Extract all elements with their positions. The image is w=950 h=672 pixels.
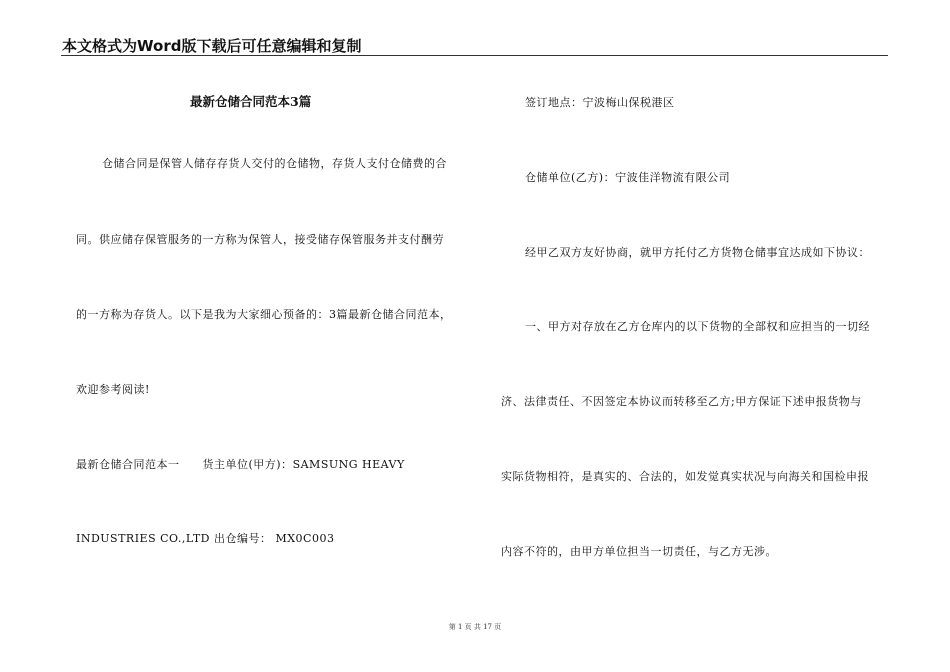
right-paragraph-line: 仓储单位(乙方)：宁波佳洋物流有限公司 xyxy=(525,171,731,184)
right-paragraph-line: 签订地点：宁波梅山保税港区 xyxy=(525,96,675,109)
right-paragraph-line: 一、甲方对存放在乙方仓库内的以下货物的全部权和应担当的一切经 xyxy=(525,320,870,333)
left-paragraph-line: 的一方称为存货人。以下是我为大家细心预备的：3篇最新仓储合同范本， xyxy=(76,308,452,321)
page-number-footer: 第 1 页 共 17 页 xyxy=(448,623,502,631)
header-divider xyxy=(61,55,888,56)
document-title: 最新仓储合同范本3篇 xyxy=(190,94,312,109)
right-paragraph-line: 经甲乙双方友好协商，就甲方托付乙方货物仓储事宜达成如下协议： xyxy=(525,246,870,259)
right-paragraph-line: 内容不符的，由甲方单位担当一切责任，与乙方无涉。 xyxy=(501,545,777,558)
left-paragraph-line: 最新仓储合同范本一 货主单位(甲方)：SAMSUNG HEAVY xyxy=(76,458,405,471)
left-paragraph-line: 同。供应储存保管服务的一方称为保管人，接受储存保管服务并支付酬劳 xyxy=(76,233,444,246)
left-paragraph-line: INDUSTRIES CO.,LTD 出仓编号： MX0C003 xyxy=(76,532,335,545)
right-paragraph-line: 实际货物相符，是真实的、合法的，如发觉真实状况与向海关和国检申报 xyxy=(501,470,869,483)
left-paragraph-line: 欢迎参考阅读! xyxy=(76,383,150,396)
document-header-notice: 本文格式为Word版下载后可任意编辑和复制 xyxy=(62,37,362,55)
left-paragraph-line: 仓储合同是保管人储存存货人交付的仓储物，存货人支付仓储费的合 xyxy=(102,157,447,170)
right-paragraph-line: 济、法律责任、不因签定本协议而转移至乙方;甲方保证下述申报货物与 xyxy=(501,395,862,408)
